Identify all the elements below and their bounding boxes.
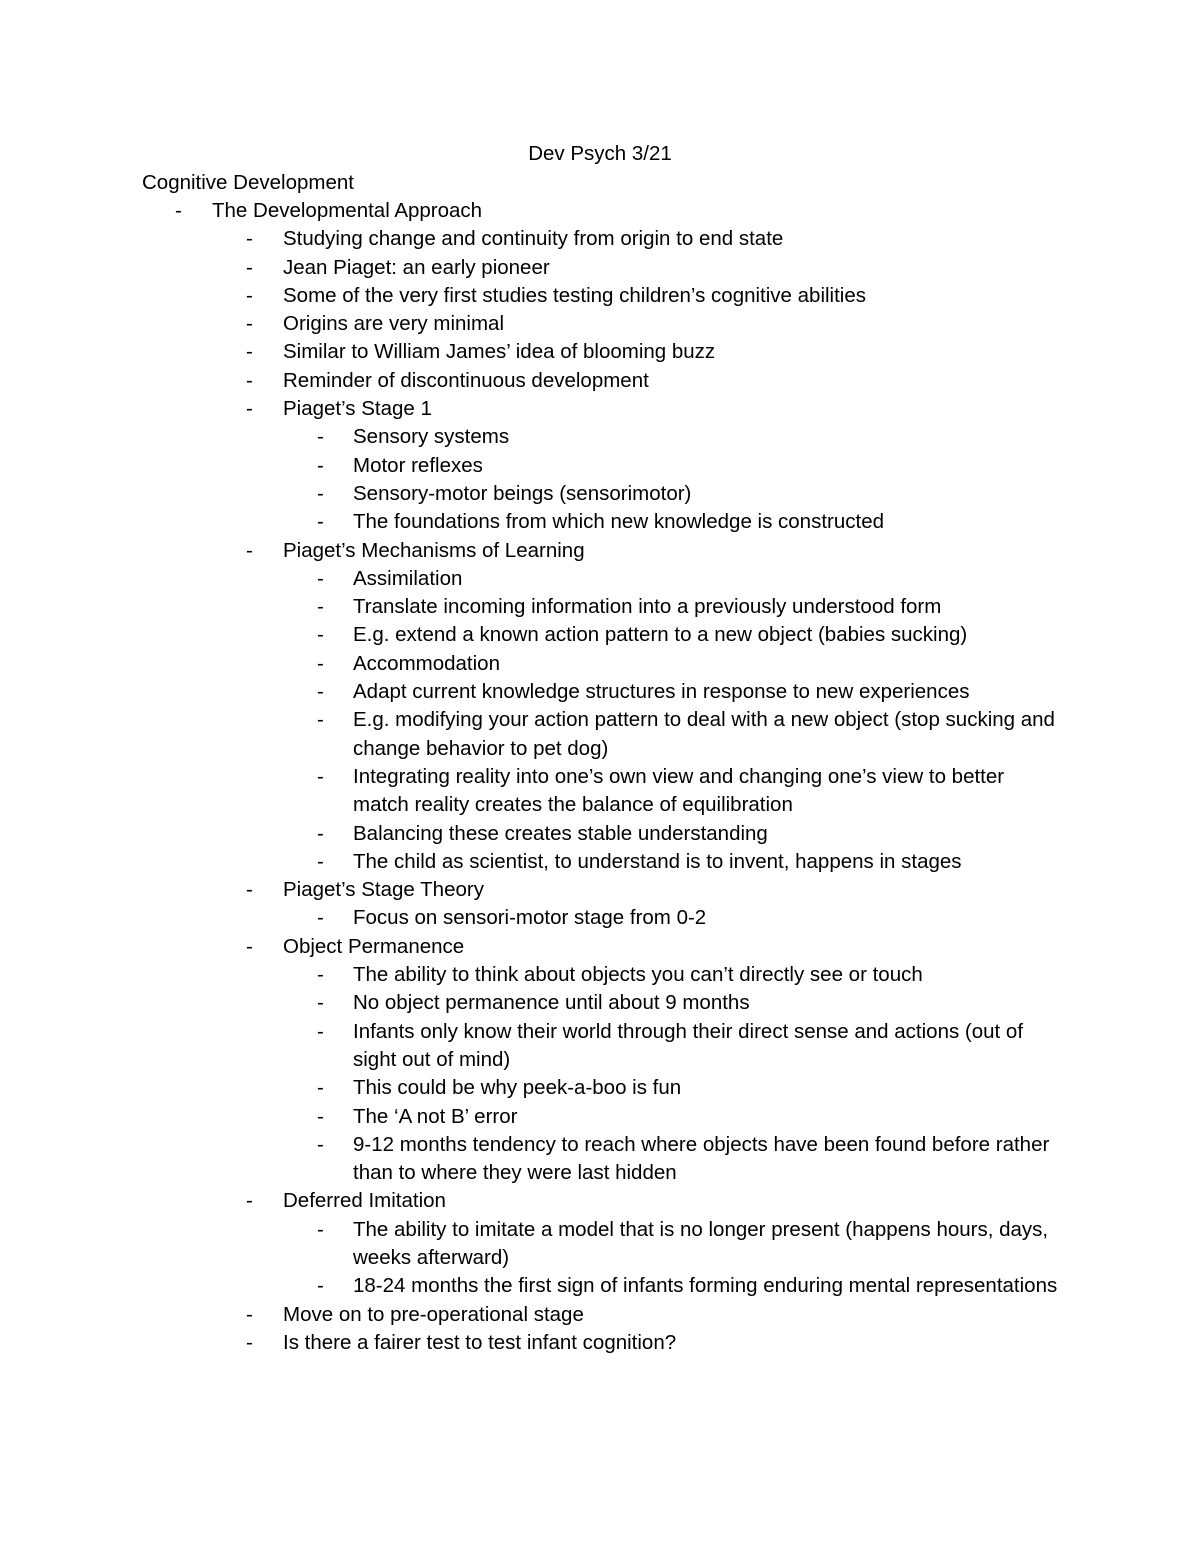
list-item bbox=[0, 848, 1200, 876]
bullet-dash: - bbox=[317, 623, 324, 647]
list-item bbox=[0, 423, 1200, 451]
list-item-text: The ‘A not B’ error bbox=[353, 1104, 518, 1128]
bullet-dash: - bbox=[317, 906, 324, 930]
list-item-text: Focus on sensori-motor stage from 0-2 bbox=[353, 906, 707, 930]
bullet-dash: - bbox=[317, 680, 324, 704]
bullet-dash: - bbox=[246, 1189, 253, 1213]
list-item bbox=[0, 310, 1200, 338]
bullet-dash: - bbox=[246, 397, 253, 421]
section-heading: Cognitive Development bbox=[142, 171, 354, 194]
list-item-text: Origins are very minimal bbox=[283, 312, 504, 336]
list-item-text: Object Permanence bbox=[283, 934, 465, 958]
list-item bbox=[0, 565, 1200, 593]
bullet-dash: - bbox=[317, 821, 324, 845]
bullet-dash: - bbox=[317, 963, 324, 987]
bullet-dash: - bbox=[246, 934, 253, 958]
list-item-text: Assimilation bbox=[353, 566, 463, 590]
list-item bbox=[0, 1301, 1200, 1329]
page-title: Dev Psych 3/21 bbox=[528, 142, 672, 165]
list-item bbox=[0, 395, 1200, 423]
list-item-text: E.g. extend a known action pattern to a new object (babies sucking) bbox=[353, 623, 968, 647]
list-item-text: Sensory systems bbox=[353, 425, 510, 449]
list-item-text: Accommodation bbox=[353, 651, 500, 675]
bullet-dash: - bbox=[246, 878, 253, 902]
list-item bbox=[0, 197, 1200, 225]
bullet-dash: - bbox=[175, 199, 182, 222]
list-item-text: The ability to think about objects you can’t directly see or touch bbox=[353, 963, 923, 987]
list-item bbox=[0, 706, 1200, 763]
list-item-text: Piaget’s Mechanisms of Learning bbox=[283, 538, 585, 562]
list-item bbox=[0, 1074, 1200, 1102]
list-item-text: The foundations from which new knowledge is constructed bbox=[353, 510, 885, 534]
list-item-text: Jean Piaget: an early pioneer bbox=[283, 255, 550, 279]
list-item-text: Infants only know their world through their direct sense and actions (out of sight out of mind) bbox=[353, 1019, 1024, 1071]
list-item-text: The ability to imitate a model that is no longer present (happens hours, days, weeks afterward) bbox=[353, 1217, 1049, 1269]
bullet-dash: - bbox=[317, 453, 324, 477]
list-item bbox=[0, 1216, 1200, 1273]
list-item bbox=[0, 989, 1200, 1017]
bullet-dash: - bbox=[317, 849, 324, 873]
list-item-text: Some of the very first studies testing children’s cognitive abilities bbox=[283, 283, 867, 307]
list-item-text: Motor reflexes bbox=[353, 453, 483, 477]
bullet-dash: - bbox=[246, 368, 253, 392]
list-item-text: E.g. modifying your action pattern to deal with a new object (stop sucking and change behavior to pet dog) bbox=[353, 708, 1055, 760]
bullet-dash: - bbox=[317, 1132, 324, 1156]
list-item bbox=[0, 678, 1200, 706]
list-item bbox=[0, 933, 1200, 961]
list-item bbox=[0, 876, 1200, 904]
bullet-dash: - bbox=[246, 227, 253, 251]
list-item bbox=[0, 225, 1200, 253]
bullet-dash: - bbox=[246, 255, 253, 279]
bullet-dash: - bbox=[317, 1217, 324, 1241]
list-item-text: The child as scientist, to understand is to invent, happens in stages bbox=[353, 849, 962, 873]
bullet-dash: - bbox=[246, 283, 253, 307]
list-item-text: Adapt current knowledge structures in response to new experiences bbox=[353, 680, 970, 704]
list-item bbox=[0, 480, 1200, 508]
list-item bbox=[0, 621, 1200, 649]
list-item-text: Reminder of discontinuous development bbox=[283, 368, 649, 392]
bullet-dash: - bbox=[317, 510, 324, 534]
list-item-text: This could be why peek-a-boo is fun bbox=[353, 1076, 682, 1100]
list-item-text: The Developmental Approach bbox=[212, 199, 483, 222]
bullet-dash: - bbox=[317, 1274, 324, 1298]
list-item bbox=[0, 763, 1200, 820]
list-item bbox=[0, 254, 1200, 282]
bullet-dash: - bbox=[317, 991, 324, 1015]
bullet-dash: - bbox=[246, 1330, 253, 1354]
bullet-dash: - bbox=[246, 1302, 253, 1326]
list-item bbox=[0, 1187, 1200, 1215]
list-item bbox=[0, 452, 1200, 480]
list-item bbox=[0, 593, 1200, 621]
list-item-text: No object permanence until about 9 months bbox=[353, 991, 750, 1015]
list-item-text: Similar to William James’ idea of blooming buzz bbox=[283, 340, 716, 364]
list-item-text: Move on to pre-operational stage bbox=[283, 1302, 584, 1326]
list-item-text: Deferred Imitation bbox=[283, 1189, 446, 1213]
list-item bbox=[0, 961, 1200, 989]
list-item-text: Is there a fairer test to test infant cognition? bbox=[283, 1330, 677, 1354]
list-item bbox=[0, 367, 1200, 395]
bullet-dash: - bbox=[317, 1019, 324, 1043]
list-item bbox=[0, 537, 1200, 565]
bullet-dash: - bbox=[317, 481, 324, 505]
list-item-text: 18-24 months the first sign of infants forming enduring mental representations bbox=[353, 1274, 1058, 1298]
list-item bbox=[0, 1329, 1200, 1357]
list-item bbox=[0, 1272, 1200, 1300]
list-item bbox=[0, 650, 1200, 678]
bullet-dash: - bbox=[317, 595, 324, 619]
bullet-dash: - bbox=[317, 566, 324, 590]
list-item bbox=[0, 282, 1200, 310]
list-item-text: Studying change and continuity from origin to end state bbox=[283, 227, 784, 251]
list-item bbox=[0, 1103, 1200, 1131]
list-item-text: Integrating reality into one’s own view and changing one’s view to better match reality creates the balance of equilibration bbox=[353, 764, 1005, 817]
bullet-dash: - bbox=[317, 1104, 324, 1128]
list-item-text: Sensory-motor beings (sensorimotor) bbox=[353, 481, 692, 505]
bullet-dash: - bbox=[246, 538, 253, 562]
list-item-text: Balancing these creates stable understanding bbox=[353, 821, 768, 845]
list-item bbox=[0, 1018, 1200, 1075]
bullet-dash: - bbox=[317, 1076, 324, 1100]
list-item-text: Piaget’s Stage Theory bbox=[283, 878, 484, 902]
list-item bbox=[0, 1131, 1200, 1188]
list-item-text: 9-12 months tendency to reach where objects have been found before rather than to where they were last hidden bbox=[353, 1132, 1050, 1185]
bullet-dash: - bbox=[246, 340, 253, 364]
list-item-text: Translate incoming information into a previously understood form bbox=[353, 595, 942, 619]
list-item-text: Piaget’s Stage 1 bbox=[283, 397, 432, 421]
list-item bbox=[0, 820, 1200, 848]
bullet-dash: - bbox=[317, 651, 324, 675]
bullet-dash: - bbox=[317, 708, 324, 732]
list-item bbox=[0, 904, 1200, 932]
bullet-dash: - bbox=[317, 425, 324, 449]
list-item bbox=[0, 338, 1200, 366]
bullet-dash: - bbox=[246, 312, 253, 336]
bullet-outline bbox=[0, 197, 1200, 1357]
bullet-dash: - bbox=[317, 764, 324, 788]
list-item bbox=[0, 508, 1200, 536]
